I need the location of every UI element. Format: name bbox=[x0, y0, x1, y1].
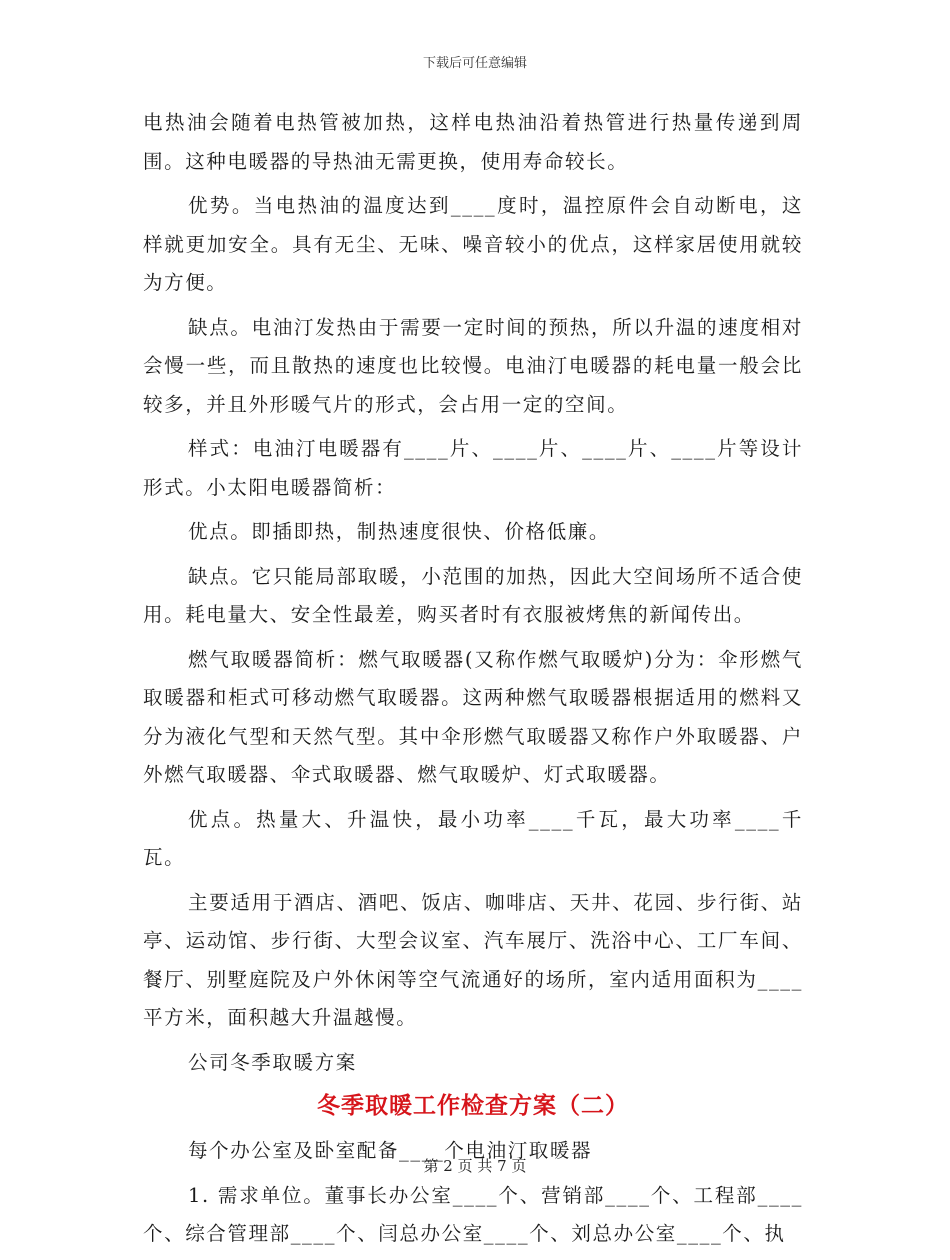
paragraph-gas-usage: 主要适用于酒店、酒吧、饭店、咖啡店、天井、花园、步行街、站亭、运动馆、步行街、大型会议室、汽车展厅、洗浴中心、工厂车间、餐厅、别墅庭院及户外休闲等空气流通好的场所，室内适用面积为____平方米，面积越大升温越慢。 bbox=[143, 890, 803, 1029]
paragraph-sun-advantages: 优点。即插即热，制热速度很快、价格低廉。 bbox=[188, 520, 611, 543]
page-footer: 第 2 页 共 7 页 bbox=[423, 1157, 527, 1175]
paragraph-oil-disadvantages: 缺点。电油汀发热由于需要一定时间的预热，所以升温的速度相对会慢一些，而且散热的速度也比较慢。电油汀电暖器的耗电量一般会比较多，并且外形暖气片的形式，会占用一定的空间。 bbox=[143, 315, 803, 416]
paragraph-demand-units: 1. 需求单位。董事长办公室____个、营销部____个、工程部____个、综合管理部____个、闫总办公室____个、刘总办公室____个、执 bbox=[143, 1183, 803, 1245]
paragraph-oil-advantages: 优势。当电热油的温度达到____度时，温控原件会自动断电，这样就更加安全。具有无尘、无味、噪音较小的优点，这样家居使用就较为方便。 bbox=[143, 194, 803, 294]
paragraph-gas-overview: 燃气取暖器简析：燃气取暖器(又称作燃气取暖炉)分为：伞形燃气取暖器和柜式可移动燃气取暖器。这两种燃气取暖器根据适用的燃料又分为液化气型和天然气型。其中伞形燃气取暖器又称作户外取暖器、户外燃气取暖器、伞式取暖器、燃气取暖炉、灯式取暖器。 bbox=[143, 647, 803, 786]
document-body bbox=[143, 104, 803, 1260]
section-title: 冬季取暖工作检查方案（二） bbox=[317, 1093, 629, 1119]
paragraph-sun-disadvantages: 缺点。它只能局部取暖，小范围的加热，因此大空间场所不适合使用。耗电量大、安全性最差，购买者时有衣服被烤焦的新闻传出。 bbox=[143, 564, 803, 626]
paragraph-plan-label: 公司冬季取暖方案 bbox=[188, 1050, 357, 1074]
paragraph-oil-styles: 样式：电油汀电暖器有____片、____片、____片、____片等设计形式。小太阳电暖器简析： bbox=[143, 437, 803, 499]
paragraph-gas-advantages: 优点。热量大、升温快，最小功率____千瓦，最大功率____千瓦。 bbox=[143, 807, 803, 869]
paragraph-heater-allocation: 每个办公室及卧室配备____个电油汀取暖器 bbox=[188, 1139, 593, 1162]
page-header: 下载后可任意编辑 bbox=[422, 56, 527, 71]
paragraph-intro: 电热油会随着电热管被加热，这样电热油沿着热管进行热量传递到周围。这种电暖器的导热油无需更换，使用寿命较长。 bbox=[143, 111, 803, 173]
